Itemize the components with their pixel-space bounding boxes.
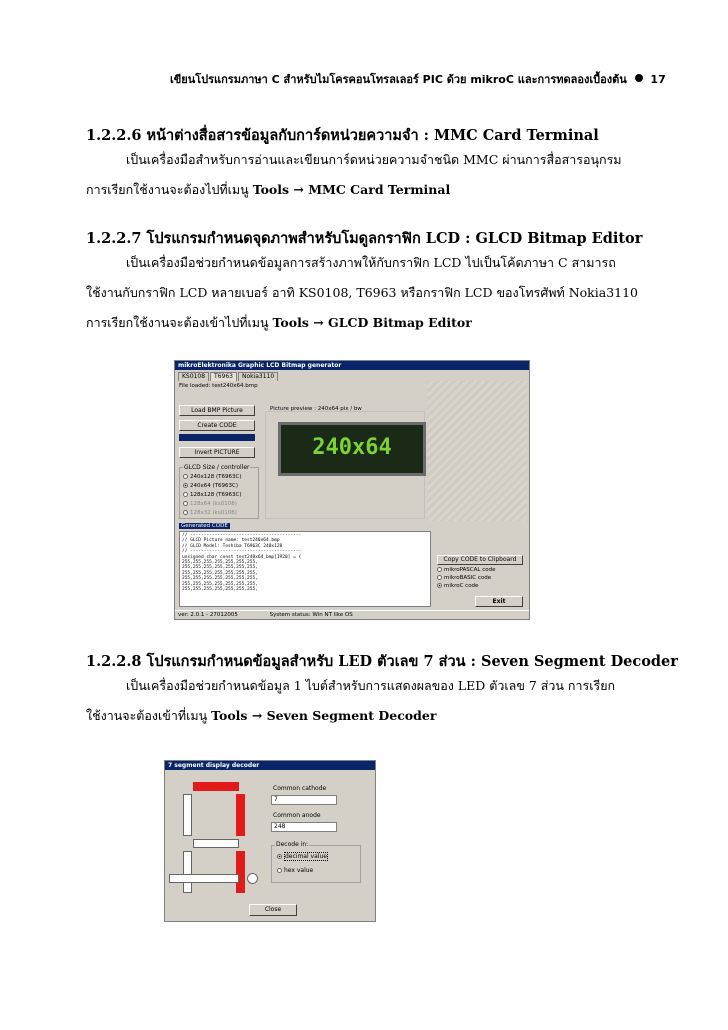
code-line: // GLCD Picture name: test240x64.bmp [182, 538, 280, 544]
lang-option[interactable]: mikroC code [437, 583, 478, 589]
window-title: mikroElektronika Graphic LCD Bitmap generator [175, 361, 529, 370]
code-line: // ----------------------------------------- [182, 549, 302, 555]
lang-option[interactable]: mikroBASIC code [437, 575, 491, 581]
anode-field[interactable]: 248 [271, 822, 337, 832]
size-option[interactable]: 240x64 (T6963C) [183, 483, 238, 489]
code-line: 255,255,255,255,255,255,255, [182, 560, 258, 566]
create-code-button[interactable]: Create CODE [179, 420, 255, 431]
radio-icon [437, 567, 442, 572]
decode-group [271, 845, 361, 883]
section-body-mmc [86, 145, 662, 205]
size-group-title: GLCD Size / controller [184, 464, 250, 471]
size-option[interactable]: 128x128 (T6963C) [183, 492, 242, 498]
radio-selected-icon [183, 483, 188, 488]
size-option[interactable]: 128x64 (ks0108) [183, 501, 237, 507]
radio-icon [183, 474, 188, 479]
section-title-mmc: 1.2.2.6 หน้าต่างสื่อสารข้อมูลกับการ์ดหน่วยความจำ : MMC Card Terminal [86, 127, 599, 144]
tab-ks0108[interactable]: KS0108 [178, 372, 209, 381]
body-line: ใช้งานจะต้องเข้าที่เมนู Tools → Seven Segment Decoder [86, 708, 437, 723]
pcb-background-image [427, 381, 527, 521]
lcd-preview [278, 422, 426, 476]
body-line: เป็นเครื่องมือช่วยกำหนดข้อมูล 1 ไบต์สำหรับการแสดงผลของ LED ตัวเลข 7 ส่วน การเรียก [126, 678, 616, 693]
code-line: 255,255,255,255,255,255,255, [182, 570, 258, 576]
page-number: 17 [650, 73, 666, 86]
copy-code-button[interactable]: Copy CODE to Clipboard [437, 555, 523, 565]
glcd-bitmap-window [174, 360, 530, 620]
invert-picture-button[interactable]: Invert PICTURE [179, 447, 255, 458]
decode-option-decimal[interactable]: decimal value [277, 853, 328, 860]
body-line: การเรียกใช้งานจะต้องเข้าไปที่เมนู Tools → GLCD Bitmap Editor [86, 315, 472, 330]
segment-b[interactable] [236, 794, 245, 836]
load-bmp-button[interactable]: Load BMP Picture [179, 405, 255, 416]
code-line: 255,255,255,255,255,255,255, [182, 587, 258, 593]
lcd-preview-text: 240x64 [312, 435, 392, 460]
menu-path: Tools → GLCD Bitmap Editor [272, 315, 472, 330]
code-line: unsigned char const test240x64_bmp[1920] = { [182, 554, 302, 560]
generated-code-label: Generated CODE [181, 523, 228, 529]
close-button[interactable]: Close [249, 904, 297, 916]
segment-a[interactable] [193, 782, 239, 791]
segment-g[interactable] [193, 839, 239, 848]
size-option[interactable]: 240x128 (T6963C) [183, 474, 242, 480]
body-line: เป็นเครื่องมือสำหรับการอ่านและเขียนการ์ดหน่วยความจำชนิด MMC ผ่านการสื่อสารอนุกรม [126, 152, 622, 167]
radio-icon [437, 575, 442, 580]
window-title: 7 segment display decoder [165, 761, 375, 770]
code-line: 255,255,255,255,255,255,255, [182, 576, 258, 582]
cathode-field[interactable]: 7 [271, 795, 337, 805]
radio-icon [183, 510, 188, 515]
body-line: เป็นเครื่องมือช่วยกำหนดข้อมูลการสร้างภาพให้กับกราฟิก LCD ไปเป็นโค้ดภาษา C สามารถ [126, 255, 616, 270]
section-body-glcd [86, 248, 662, 338]
controller-tabs [178, 372, 279, 381]
body-line: การเรียกใช้งานจะต้องไปที่เมนู Tools → MMC Card Terminal [86, 182, 451, 197]
code-line: 255,255,255,255,255,255,255, [182, 565, 258, 571]
anode-label: Common anode [273, 812, 321, 819]
segment-c[interactable] [236, 851, 245, 893]
cathode-label: Common cathode [273, 785, 327, 792]
decode-option-hex[interactable]: hex value [277, 867, 313, 874]
version-text: ver: 2.0.1 - 27012005 [178, 612, 238, 618]
size-option[interactable]: 128x32 (ks0108) [183, 510, 237, 516]
radio-icon [183, 501, 188, 506]
radio-icon [277, 868, 282, 873]
exit-button[interactable]: Exit [475, 596, 523, 607]
file-loaded-label: File loaded: test240x64.bmp [179, 383, 258, 389]
body-line: ใช้งานกับกราฟิก LCD หลายเบอร์ อาทิ KS0108, T6963 หรือกราฟิก LCD ของโทรศัพท์ Nokia3110 [86, 285, 639, 300]
radio-selected-icon [437, 583, 442, 588]
tab-t6963[interactable]: T6963 [210, 372, 237, 381]
section-body-seven-seg [86, 671, 662, 731]
system-status-text: System status: Win NT like OS [269, 612, 353, 618]
segment-dp[interactable] [247, 873, 258, 884]
generated-code-area[interactable] [179, 531, 431, 607]
bullet-icon [635, 74, 643, 82]
progress-bar [179, 434, 255, 441]
radio-icon [183, 492, 188, 497]
menu-path: Tools → MMC Card Terminal [252, 182, 451, 197]
page-header [170, 70, 666, 88]
lang-option[interactable]: mikroPASCAL code [437, 567, 495, 573]
menu-path: Tools → Seven Segment Decoder [211, 708, 437, 723]
section-title-seven-seg: 1.2.2.8 โปรแกรมกำหนดข้อมูลสำหรับ LED ตัวเลข 7 ส่วน : Seven Segment Decoder [86, 653, 678, 670]
segment-e[interactable] [183, 851, 192, 893]
section-title-glcd: 1.2.2.7 โปรแกรมกำหนดจุดภาพสำหรับโมดูลกราฟิก LCD : GLCD Bitmap Editor [86, 230, 643, 247]
segment-d[interactable] [169, 874, 239, 883]
status-bar [175, 610, 529, 620]
code-line: // ----------------------------------------- [182, 533, 302, 538]
segment-f[interactable] [183, 794, 192, 836]
preview-label: Picture preview : 240x64 pix / bw [270, 406, 362, 412]
seven-segment-window [164, 760, 376, 922]
decode-group-title: Decode in: [276, 841, 309, 848]
header-text: เขียนโปรแกรมภาษา C สำหรับไมโครคอนโทรลเลอร์ PIC ด้วย mikroC และการทดลองเบื้องต้น [170, 73, 627, 86]
code-line: // GLCD Model: Toshiba T6963C 240x128 [182, 543, 283, 549]
code-line: 255,255,255,255,255,255,255, [182, 581, 258, 587]
radio-selected-icon [277, 854, 282, 859]
tab-nokia3110[interactable]: Nokia3110 [238, 372, 278, 381]
